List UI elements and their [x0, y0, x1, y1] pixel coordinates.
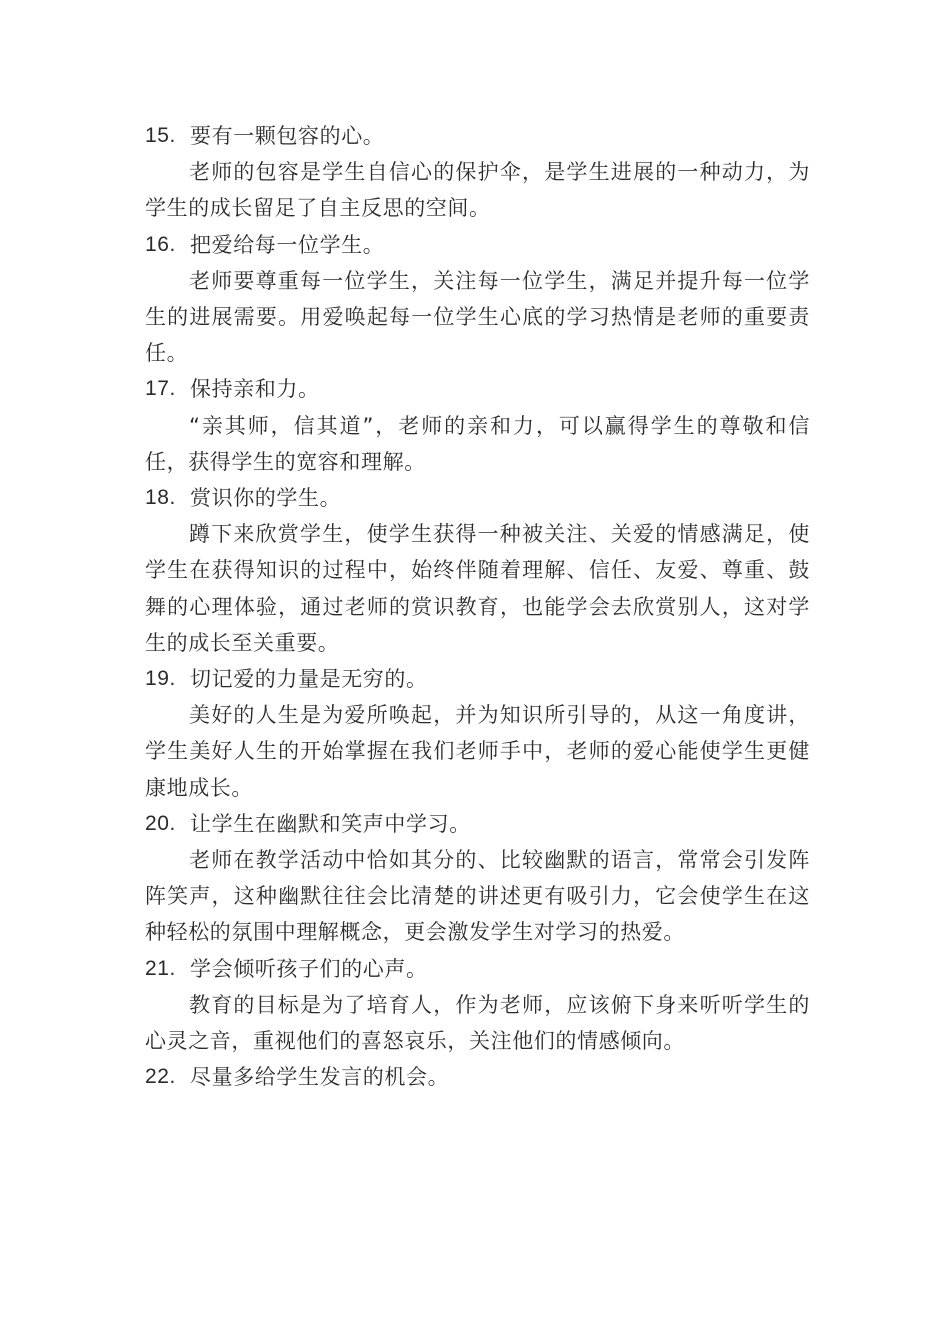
item-title: 赏识你的学生。 [190, 486, 342, 511]
list-item-21 [145, 951, 810, 1060]
list-item-20 [145, 806, 810, 951]
list-item-18 [145, 480, 810, 661]
item-number: 15. [145, 124, 176, 147]
document-body [145, 118, 810, 1095]
item-heading [145, 480, 810, 516]
item-title: 尽量多给学生发言的机会。 [190, 1065, 450, 1090]
item-paragraph: 蹲下来欣赏学生，使学生获得一种被关注、关爱的情感满足，使学生在获得知识的过程中，始终伴随着理解、信任、友爱、尊重、鼓舞的心理体验，通过老师的赏识教育，也能学会去欣赏别人，这对学生的成长至关重要。 [145, 522, 810, 655]
item-paragraph: 教育的目标是为了培育人，作为老师，应该俯下身来听听学生的心灵之音，重视他们的喜怒哀乐，关注他们的情感倾向。 [145, 992, 810, 1054]
list-item-22 [145, 1059, 810, 1095]
item-heading [145, 806, 810, 842]
item-paragraph: 老师的包容是学生自信心的保护伞，是学生进展的一种动力，为学生的成长留足了自主反思的空间。 [145, 160, 810, 221]
item-heading [145, 118, 810, 154]
list-item-15 [145, 118, 810, 227]
item-title: 让学生在幽默和笑声中学习。 [190, 811, 471, 836]
item-title: 要有一颗包容的心。 [190, 124, 385, 148]
item-title: 切记爱的力量是无穷的。 [190, 667, 428, 692]
list-item-19 [145, 661, 810, 806]
item-title: 学会倾听孩子们的心声。 [190, 956, 428, 981]
item-paragraph: 老师要尊重每一位学生，关注每一位学生，满足并提升每一位学生的进展需要。用爱唤起每一位学生心底的学习热情是老师的重要责任。 [145, 268, 810, 366]
item-title: 保持亲和力。 [190, 377, 320, 402]
item-heading [145, 227, 810, 263]
list-item-16 [145, 227, 810, 372]
item-heading [145, 371, 810, 407]
item-paragraph: 美好的人生是为爱所唤起，并为知识所引导的，从这一角度讲，学生美好人生的开始掌握在我们老师手中，老师的爱心能使学生更健康地成长。 [145, 703, 810, 800]
item-number: 21. [145, 956, 176, 980]
item-heading [145, 661, 810, 697]
item-number: 22. [145, 1065, 176, 1089]
item-number: 16. [145, 232, 176, 256]
item-number: 17. [145, 377, 176, 401]
item-number: 19. [145, 667, 176, 691]
item-heading [145, 1059, 810, 1095]
item-paragraph: 老师在教学活动中恰如其分的、比较幽默的语言，常常会引发阵阵笑声，这种幽默往往会比清楚的讲述更有吸引力，它会使学生在这种轻松的氛围中理解概念，更会激发学生对学习的热爱。 [145, 848, 810, 945]
item-number: 20. [145, 811, 176, 835]
item-heading [145, 951, 810, 987]
item-title: 把爱给每一位学生。 [190, 232, 385, 257]
item-paragraph: “亲其师，信其道”，老师的亲和力，可以赢得学生的尊敬和信任，获得学生的宽容和理解。 [145, 413, 810, 474]
item-number: 18. [145, 486, 176, 510]
list-item-17 [145, 371, 810, 480]
